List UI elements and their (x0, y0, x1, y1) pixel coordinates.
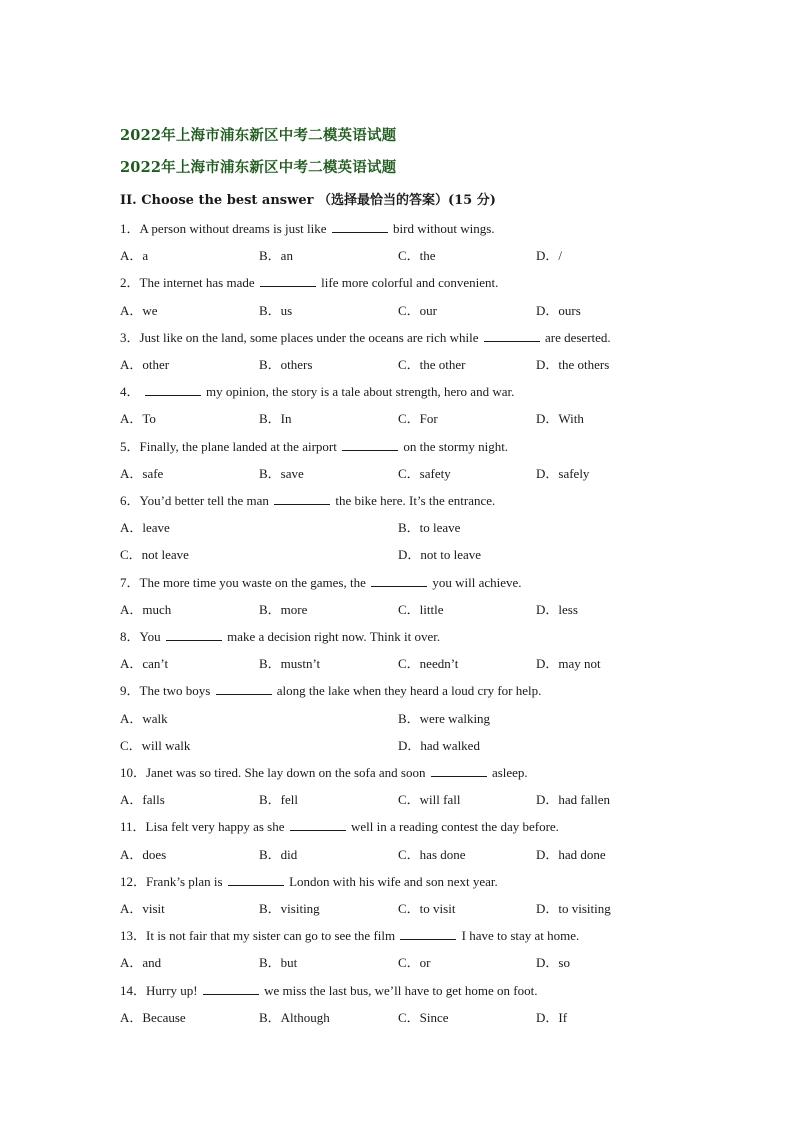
option-c: C．needn’t (398, 656, 459, 672)
option-d: D．not to leave (398, 547, 482, 563)
question-text-end: you will achieve. (429, 574, 522, 590)
question-text: 9．The two boys (120, 683, 214, 699)
question-text: 11．Lisa felt very happy as she (120, 819, 288, 835)
question-1 (120, 218, 495, 237)
question-text-end: along the lake when they heard a loud cry for help. (273, 683, 542, 699)
question-4 (120, 381, 514, 400)
answer-blank (216, 684, 272, 695)
option-c: C．the (398, 248, 436, 264)
question-text: 7．The more time you waste on the games, the (120, 574, 370, 590)
option-b: B．but (259, 955, 298, 971)
question-text-end: on the stormy night. (400, 438, 509, 454)
option-c: C．will fall (398, 792, 461, 808)
question-6 (120, 490, 495, 509)
option-c: C．For (398, 411, 438, 427)
question-7 (120, 572, 522, 591)
question-text: 6．You’d better tell the man (120, 493, 273, 508)
option-a: A．much (120, 601, 172, 617)
answer-blank (203, 984, 259, 995)
answer-blank (332, 222, 388, 233)
option-c: C．not leave (120, 547, 189, 563)
answer-blank (431, 766, 487, 777)
option-b: B．did (259, 846, 298, 862)
question-text-end: life more colorful and convenient. (317, 275, 499, 291)
option-d: D．had walked (398, 737, 480, 753)
question-text-end: I have to stay at home. (458, 928, 580, 944)
option-a: A．walk (120, 710, 168, 726)
option-d: D．ours (536, 302, 581, 318)
question-text-end: well in a reading contest the day before. (347, 819, 559, 835)
question-text: 4． (120, 384, 143, 400)
question-text: 2．The internet has made (120, 275, 258, 291)
option-a: A．a (120, 248, 149, 264)
question-3 (120, 327, 611, 346)
question-text: 14．Hurry up! (120, 982, 201, 998)
answer-blank (290, 820, 346, 831)
question-text: 10．Janet was so tired. She lay down on the sofa and soon (120, 765, 429, 780)
option-d: D．With (536, 411, 584, 427)
question-text-end: we miss the last bus, we’ll have to get home on foot. (260, 982, 538, 998)
page-title: 2022年上海市浦东新区中考二模英语试题 (120, 127, 397, 144)
option-b: B．to leave (398, 520, 461, 536)
answer-blank (342, 440, 398, 451)
option-c: C．has done (398, 846, 466, 862)
question-text-end: bird without wings. (389, 221, 495, 236)
option-c: C．will walk (120, 737, 191, 753)
option-d: D．less (536, 601, 578, 617)
question-text: 3．Just like on the land, some places under the oceans are rich while (120, 329, 482, 345)
option-a: A．we (120, 302, 158, 318)
question-text-end: my opinion, the story is a tale about strength, hero and war. (202, 384, 515, 400)
option-b: B．more (259, 601, 308, 617)
option-c: C．safety (398, 465, 451, 481)
question-text: 5．Finally, the plane landed at the airport (120, 438, 341, 454)
answer-blank (228, 875, 284, 886)
question-10 (120, 762, 528, 781)
option-b: B．others (259, 357, 313, 372)
question-text-end: are deserted. (541, 329, 611, 345)
option-a: A．and (120, 955, 162, 971)
question-text: 1．A person without dreams is just like (120, 221, 330, 236)
option-a: A．leave (120, 520, 170, 536)
option-b: B．In (259, 411, 292, 427)
option-c: C．Since (398, 1009, 449, 1025)
option-d: D．the others (536, 357, 610, 372)
option-c: C．our (398, 302, 438, 318)
option-c: C．to visit (398, 901, 456, 916)
option-a: A．To (120, 411, 156, 427)
question-2 (120, 272, 498, 291)
option-a: A．other (120, 357, 170, 372)
option-b: B．mustn’t (259, 656, 321, 672)
option-b: B．were walking (398, 710, 491, 726)
option-a: A．safe (120, 465, 164, 481)
question-5 (120, 436, 508, 455)
question-14 (120, 980, 537, 999)
answer-blank (260, 276, 316, 287)
option-d: D．had fallen (536, 792, 611, 808)
answer-blank (400, 929, 456, 940)
question-11 (120, 816, 559, 835)
option-b: B．Although (259, 1009, 330, 1025)
option-c: C．or (398, 955, 431, 971)
question-8 (120, 626, 440, 645)
option-b: B．an (259, 248, 293, 264)
answer-blank (166, 630, 222, 641)
option-a: A．falls (120, 792, 165, 808)
section-heading: II. Choose the best answer （选择最恰当的答案）(15 分) (120, 193, 496, 208)
option-c: C．little (398, 601, 444, 617)
option-b: B．visiting (259, 901, 320, 916)
question-text: 12．Frank’s plan is (120, 873, 226, 889)
page-subtitle: 2022年上海市浦东新区中考二模英语试题 (120, 159, 397, 176)
question-9 (120, 680, 541, 699)
answer-blank (371, 576, 427, 587)
question-text-end: asleep. (488, 765, 528, 780)
question-12 (120, 871, 498, 890)
question-text-end: the bike here. It’s the entrance. (332, 493, 496, 508)
option-d: D．/ (536, 248, 563, 264)
answer-blank (484, 331, 540, 342)
option-d: D．so (536, 955, 570, 971)
option-b: B．save (259, 465, 304, 481)
question-text: 8．You (120, 629, 164, 644)
option-d: D．had done (536, 846, 606, 862)
question-text-end: make a decision right now. Think it over. (223, 629, 441, 644)
option-d: D．to visiting (536, 901, 611, 916)
option-a: A．does (120, 846, 167, 862)
option-b: B．us (259, 302, 293, 318)
question-text-end: London with his wife and son next year. (285, 873, 498, 889)
option-c: C．the other (398, 357, 466, 372)
option-a: A．can’t (120, 656, 169, 672)
answer-blank (274, 494, 330, 505)
option-d: D．safely (536, 465, 590, 481)
option-a: A．Because (120, 1009, 186, 1025)
option-d: D．If (536, 1009, 568, 1025)
option-d: D．may not (536, 656, 601, 672)
option-a: A．visit (120, 901, 165, 916)
question-13 (120, 925, 579, 944)
question-text: 13．It is not fair that my sister can go to see the film (120, 928, 399, 944)
option-b: B．fell (259, 792, 298, 808)
answer-blank (145, 385, 201, 396)
